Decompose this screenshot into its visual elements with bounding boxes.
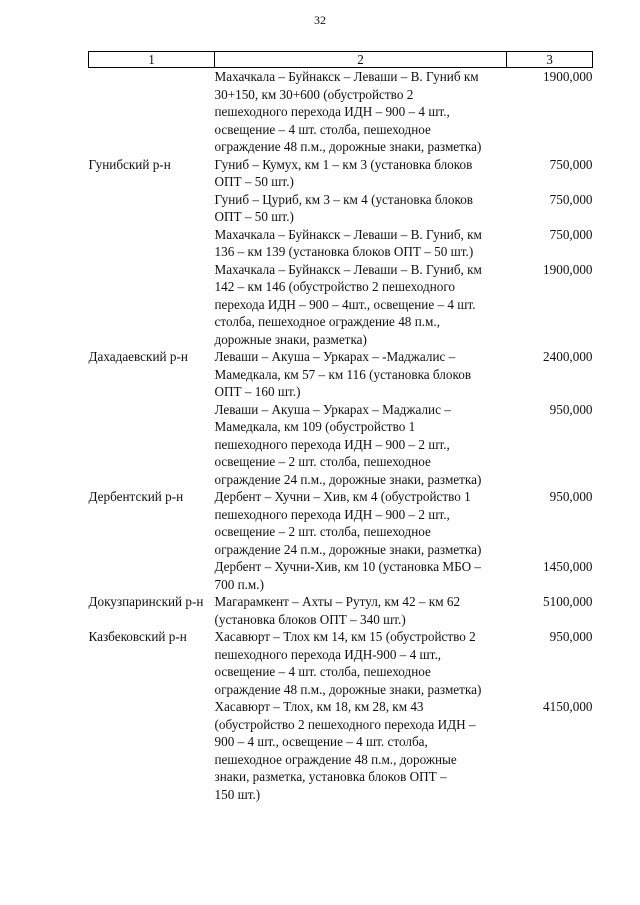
table-row — [89, 348, 593, 401]
column-header-2: 2 — [215, 52, 507, 68]
description-cell: Леваши – Акуша – Уркарах – Маджалис – Мамедкала, км 109 (обустройство 1 пешеходного перехода ИДН – 900 – 2 шт., освещение – 2 шт. столба, пешеходное ограждение 24 п.м., дорожные знаки, разметка) — [214, 401, 482, 487]
amount-cell: 1450,000 — [543, 559, 593, 574]
district-cell: Дербентский р-н — [88, 489, 184, 504]
district-cell — [89, 226, 215, 261]
description-cell: Махачкала – Буйнакск – Леваши – В. Гуниб, км 142 – км 146 (обустройство 2 пешеходного перехода ИДН – 900 – 4шт., освещение – 4 шт. столба, пешеходное ограждение 48 п.м., дорожные знаки, разметка) — [214, 261, 482, 347]
description-cell: Хасавюрт – Тлох, км 18, км 28, км 43 (обустройство 2 пешеходного перехода ИДН – 900 – 4 шт., освещение – 4 шт. столба, пешеходное ограждение 48 п.м., дорожные знаки, разметка, установка блоков ОПТ – 150 шт.) — [214, 699, 476, 802]
district-cell — [89, 261, 215, 349]
amount-cell: 1900,000 — [543, 261, 593, 277]
district-cell — [89, 68, 215, 156]
table-row — [89, 593, 593, 628]
road-works-table — [88, 51, 593, 803]
amount-cell: 5100,000 — [543, 594, 593, 609]
description-cell: Магарамкент – Ахты – Рутул, км 42 – км 62 (установка блоков ОПТ – 340 шт.) — [214, 594, 461, 627]
amount-cell: 4150,000 — [543, 699, 593, 714]
table-row — [89, 401, 593, 489]
column-header-1: 1 — [89, 52, 215, 68]
description-cell: Хасавюрт – Тлох км 14, км 15 (обустройство 2 пешеходного перехода ИДН-900 – 4 шт., освещение – 4 шт. столба, пешеходное ограждение 48 п.м., дорожные знаки, разметка) — [214, 629, 482, 697]
description-cell: Дербент – Хучни-Хив, км 10 (установка МБО – 700 п.м.) — [214, 559, 482, 592]
amount-cell: 750,000 — [549, 156, 593, 172]
description-cell: Гуниб – Кумух, км 1 – км 3 (установка блоков ОПТ – 50 шт.) — [214, 156, 473, 189]
table-row — [89, 628, 593, 698]
district-cell — [89, 191, 215, 226]
district-cell: Докузпаринский р-н — [88, 594, 204, 609]
district-cell — [89, 558, 215, 593]
page-number: 32 — [314, 13, 326, 27]
column-header-3: 3 — [507, 52, 593, 68]
district-cell: Дахадаевский р-н — [88, 349, 188, 364]
table-row — [89, 156, 593, 191]
district-cell — [89, 698, 215, 803]
table-row — [89, 698, 593, 803]
table-header-row — [89, 52, 593, 68]
table-row — [89, 191, 593, 226]
district-cell: Гунибский р-н — [88, 156, 171, 172]
table-row — [89, 261, 593, 349]
district-cell: Казбековский р-н — [88, 629, 187, 644]
amount-cell: 950,000 — [549, 629, 593, 644]
description-cell: Леваши – Акуша – Уркарах – -Маджалис – Мамедкала, км 57 – км 116 (установка блоков ОПТ – 160 шт.) — [214, 349, 472, 399]
description-cell: Гуниб – Цуриб, км 3 – км 4 (установка блоков ОПТ – 50 шт.) — [214, 191, 474, 224]
amount-cell: 750,000 — [549, 226, 593, 242]
amount-cell: 950,000 — [549, 489, 593, 504]
road-works-table-container — [88, 51, 592, 803]
table-row — [89, 68, 593, 156]
amount-cell: 750,000 — [549, 191, 593, 207]
table-row — [89, 488, 593, 558]
amount-cell: 2400,000 — [543, 349, 593, 364]
description-cell: Махачкала – Буйнакск – Леваши – В. Гуниб, км 136 – км 139 (установка блоков ОПТ – 50 шт.) — [214, 226, 482, 259]
table-row — [89, 226, 593, 261]
district-cell — [89, 401, 215, 489]
description-cell: Дербент – Хучни – Хив, км 4 (обустройство 1 пешеходного перехода ИДН – 900 – 2 шт., освещение – 2 шт. столба, пешеходное ограждение 24 п.м., дорожные знаки, разметка) — [214, 489, 482, 557]
table-row — [89, 558, 593, 593]
amount-cell: 1900,000 — [543, 69, 593, 84]
amount-cell: 950,000 — [549, 401, 593, 417]
description-cell: Махачкала – Буйнакск – Леваши – В. Гуниб км 30+150, км 30+600 (обустройство 2 пешеходного перехода ИДН – 900 – 4 шт., освещение – 4 шт. столба, пешеходное ограждение 48 п.м., дорожные знаки, разметка) — [214, 69, 482, 154]
